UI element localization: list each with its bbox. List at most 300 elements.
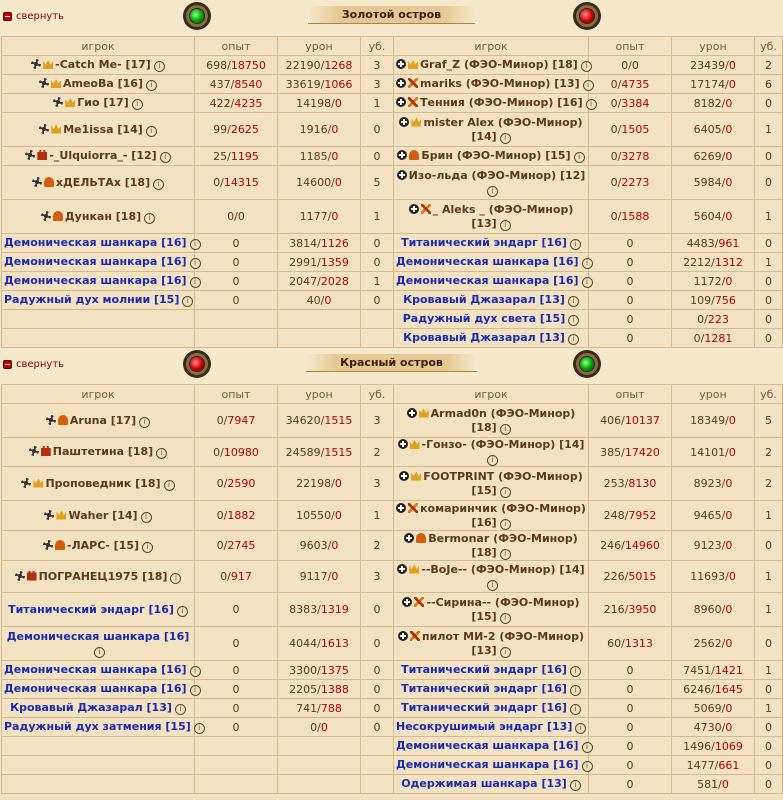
- info-icon[interactable]: i: [568, 296, 579, 307]
- kills-cell: [755, 531, 783, 561]
- exp-cell: [589, 404, 672, 438]
- col-kills-header: уб.: [755, 385, 783, 404]
- island-section: [0, 0, 783, 348]
- info-icon[interactable]: i: [190, 277, 201, 288]
- kills-cell: [755, 56, 783, 75]
- kills-value: 1: [765, 570, 772, 583]
- kills-cell: [755, 501, 783, 531]
- guild-cross-icon: [402, 597, 412, 607]
- kills-value: 0: [765, 236, 772, 250]
- damage-dealt: 24589/: [285, 445, 325, 459]
- info-icon[interactable]: i: [500, 613, 511, 624]
- exp-gained: 0: [232, 603, 240, 616]
- kills-cell: [361, 56, 394, 75]
- exp-gained: 0: [626, 739, 634, 753]
- damage-received: 0: [725, 176, 733, 189]
- info-icon[interactable]: i: [142, 542, 153, 553]
- monster-name-link[interactable]: Несокрушимый эндарг [13]: [396, 720, 573, 733]
- kills-cell: [361, 756, 394, 775]
- exp-cell: [589, 166, 672, 200]
- info-icon[interactable]: i: [500, 647, 511, 658]
- info-icon[interactable]: i: [144, 213, 155, 224]
- table-row: [2, 561, 783, 593]
- player-name-link[interactable]: -ЛАРС- [15]: [66, 538, 140, 552]
- damage-dealt: 18349/: [690, 414, 729, 427]
- info-icon[interactable]: i: [94, 647, 105, 658]
- damage-dealt: 1172/: [693, 274, 726, 288]
- kills-cell: [755, 234, 783, 253]
- kills-cell: [755, 737, 783, 756]
- damage-received: 1069: [714, 739, 743, 753]
- col-kills-header: уб.: [755, 37, 783, 56]
- damage-dealt: 11693/: [690, 570, 729, 583]
- info-icon[interactable]: i: [175, 704, 186, 715]
- player-name-link[interactable]: -Catch Me- [17]: [55, 58, 151, 71]
- player-name-cell: [394, 291, 589, 310]
- exp-cell: [589, 253, 672, 272]
- exp-gained: 406/: [600, 414, 625, 427]
- damage-cell: [278, 147, 361, 166]
- player-name-link[interactable]: Тенния (ФЭО-Минор) [16]: [420, 96, 583, 109]
- player-name-link[interactable]: mister Alex (ФЭО-Минор) [14]: [423, 115, 583, 143]
- damage-received: 1388: [320, 682, 349, 696]
- section-header: [0, 348, 783, 384]
- damage-dealt: 2991/: [289, 255, 321, 269]
- damage-cell: [278, 329, 361, 348]
- damage-received: 0: [725, 509, 733, 522]
- col-damage-header: урон: [672, 37, 755, 56]
- damage-dealt: 23439/: [690, 58, 729, 72]
- kills-value: 3: [373, 77, 381, 91]
- damage-received: 0: [725, 149, 733, 163]
- damage-cell: [672, 467, 755, 501]
- damage-cell: [278, 253, 361, 272]
- damage-received: 0: [728, 570, 736, 583]
- kills-cell: [755, 699, 783, 718]
- monster-name-link[interactable]: Титанический эндарг [16]: [401, 236, 567, 249]
- sun-icon: [15, 571, 25, 581]
- player-name-link[interactable]: Waher [14]: [68, 508, 138, 522]
- exp-gained: 253/: [603, 477, 629, 490]
- info-icon[interactable]: i: [570, 239, 581, 250]
- kills-value: 2: [765, 445, 772, 459]
- exp-gained: 0: [232, 663, 240, 677]
- player-name-link[interactable]: Дункан [18]: [64, 209, 142, 223]
- player-name-link[interactable]: _ Aleks _ (ФЭО-Минор) [13]: [432, 202, 574, 230]
- damage-received: 0: [725, 539, 733, 552]
- damage-dealt: 9117/: [299, 570, 332, 583]
- damage-cell: [672, 329, 755, 348]
- exp-total: 4735: [621, 77, 650, 91]
- player-name-cell: [2, 561, 195, 593]
- crown-icon: [56, 510, 66, 520]
- exp-cell: [195, 718, 278, 737]
- player-name-link[interactable]: Armad0n (ФЭО-Минор) [18]: [430, 406, 576, 434]
- player-name-cell: [2, 501, 195, 531]
- info-icon[interactable]: i: [500, 549, 511, 560]
- kills-cell: [755, 147, 783, 166]
- player-name-link[interactable]: Проповедник [18]: [45, 476, 161, 490]
- kills-cell: [361, 438, 394, 467]
- info-icon[interactable]: i: [153, 179, 164, 190]
- exp-total: 1195: [230, 149, 259, 163]
- info-icon[interactable]: i: [570, 685, 581, 696]
- monster-name-link[interactable]: Кровавый Джазарал [13]: [10, 701, 172, 714]
- info-icon[interactable]: i: [500, 487, 511, 498]
- info-icon[interactable]: i: [570, 666, 581, 677]
- damage-cell: [672, 756, 755, 775]
- damage-cell: [672, 531, 755, 561]
- player-name-link[interactable]: комаринчик (ФЭО-Минор) [16]: [420, 501, 586, 529]
- monster-name-link[interactable]: Одержимая шанкара [13]: [401, 777, 567, 790]
- damage-received: 1359: [320, 255, 349, 269]
- guild-cross-icon: [399, 117, 409, 127]
- exp-total: 5015: [628, 570, 657, 583]
- player-name-cell: [2, 253, 195, 272]
- player-name-cell: [2, 113, 195, 147]
- exp-gained: 0/: [610, 77, 622, 91]
- sun-icon: [29, 446, 39, 456]
- damage-dealt: 2212/: [683, 255, 715, 269]
- monster-name-link[interactable]: Радужный дух затмения [15]: [4, 720, 191, 733]
- damage-received: 0: [331, 149, 339, 163]
- exp-total: 7947: [227, 414, 256, 427]
- player-name-link[interactable]: Изо-льда (ФЭО-Минор) [12]: [408, 168, 586, 182]
- info-icon[interactable]: i: [500, 220, 511, 231]
- info-icon[interactable]: i: [156, 448, 167, 459]
- damage-cell: [672, 737, 755, 756]
- damage-dealt: 0/: [697, 312, 708, 326]
- damage-cell: [672, 661, 755, 680]
- player-name-cell: [394, 680, 589, 699]
- kills-cell: [755, 272, 783, 291]
- damage-dealt: 17174/: [690, 77, 729, 91]
- monster-name-link[interactable]: Демоническая шанкара [16]: [4, 274, 187, 287]
- damage-dealt: 7451/: [683, 663, 715, 677]
- kills-cell: [755, 310, 783, 329]
- table-row: [2, 291, 783, 310]
- exp-total: 10980: [223, 445, 259, 459]
- damage-cell: [278, 94, 361, 113]
- player-name-link[interactable]: -_Ulquiorra_- [12]: [49, 149, 157, 162]
- kills-value: 0: [373, 637, 381, 650]
- monster-name-link[interactable]: Титанический эндарг [16]: [401, 701, 567, 714]
- player-name-cell: [394, 310, 589, 329]
- kills-cell: [361, 166, 394, 200]
- kills-cell: [361, 113, 394, 147]
- monster-name-link[interactable]: Демоническая шанкара [16]: [396, 255, 579, 268]
- monster-name-link[interactable]: Радужный дух молнии [15]: [4, 293, 180, 306]
- exp-total: 2625: [230, 123, 259, 136]
- info-icon[interactable]: i: [194, 723, 205, 734]
- damage-cell: [672, 56, 755, 75]
- table-row: [2, 272, 783, 291]
- info-icon[interactable]: i: [487, 455, 498, 466]
- player-name-link[interactable]: -Гонзо- (ФЭО-Минор) [14]: [421, 438, 585, 451]
- kills-value: 1: [765, 701, 772, 715]
- sun-icon: [53, 97, 63, 107]
- info-icon[interactable]: i: [139, 417, 150, 428]
- damage-cell: [278, 627, 361, 661]
- damage-received: 1613: [320, 637, 349, 650]
- exp-cell: [195, 531, 278, 561]
- damage-cell: [672, 438, 755, 467]
- monster-name-link[interactable]: Демоническая шанкара [16]: [396, 739, 579, 752]
- monster-name-link[interactable]: Демоническая шанкара [16]: [4, 682, 187, 695]
- player-name-cell: [2, 329, 195, 348]
- guild-cross-icon: [404, 533, 414, 543]
- helmet-icon: [44, 177, 54, 187]
- kills-cell: [755, 680, 783, 699]
- damage-cell: [278, 718, 361, 737]
- monster-name-link[interactable]: Кровавый Джазарал [13]: [403, 331, 565, 344]
- exp-total: 1313: [624, 637, 653, 650]
- info-icon[interactable]: i: [582, 277, 593, 288]
- player-name-link[interactable]: mariks (ФЭО-Минор) [13]: [420, 77, 580, 90]
- kills-cell: [361, 699, 394, 718]
- info-icon[interactable]: i: [170, 573, 181, 584]
- exp-cell: [195, 775, 278, 794]
- exp-gained: 0: [232, 293, 240, 307]
- info-icon[interactable]: i: [160, 152, 171, 163]
- helmet-icon: [53, 211, 63, 221]
- monster-name-link[interactable]: Демоническая шанкара [16]: [396, 758, 579, 771]
- exp-cell: [589, 310, 672, 329]
- damage-cell: [672, 627, 755, 661]
- kills-value: 1: [373, 509, 381, 522]
- player-name-cell: [2, 699, 195, 718]
- kills-value: 0: [373, 720, 381, 734]
- damage-received: 0: [721, 777, 729, 791]
- damage-cell: [672, 75, 755, 94]
- player-name-cell: [2, 531, 195, 561]
- exp-cell: [195, 699, 278, 718]
- exp-cell: [195, 56, 278, 75]
- damage-dealt: 14101/: [690, 445, 729, 459]
- damage-dealt: 6246/: [683, 682, 715, 696]
- helmet-icon: [58, 415, 68, 425]
- kills-value: 2: [373, 445, 381, 459]
- fortress-icon: [27, 571, 37, 581]
- info-icon[interactable]: i: [574, 152, 585, 163]
- monster-name-link[interactable]: Титанический эндарг [16]: [401, 682, 567, 695]
- damage-cell: [672, 147, 755, 166]
- kills-cell: [755, 253, 783, 272]
- info-icon[interactable]: i: [146, 80, 157, 91]
- info-icon[interactable]: i: [570, 780, 581, 791]
- table-row: [2, 467, 783, 501]
- damage-received: 1312: [714, 255, 743, 269]
- table-row: [2, 56, 783, 75]
- info-icon[interactable]: i: [582, 258, 593, 269]
- player-name-cell: [394, 94, 593, 113]
- monster-name-link[interactable]: Демоническая шанкара [16]: [4, 663, 187, 676]
- damage-received: 661: [718, 758, 740, 772]
- damage-dealt: 2562/: [693, 637, 726, 650]
- damage-received: 0: [725, 274, 733, 288]
- info-icon[interactable]: i: [487, 186, 498, 197]
- crown-icon: [51, 124, 61, 134]
- player-name-link[interactable]: Graf_Z (ФЭО-Минор) [18]: [420, 58, 578, 71]
- info-icon[interactable]: i: [575, 723, 586, 734]
- damage-received: 0: [331, 210, 339, 223]
- exp-cell: [195, 737, 278, 756]
- info-icon[interactable]: i: [190, 666, 201, 677]
- damage-received: 0: [331, 539, 339, 552]
- player-name-link[interactable]: пилот МИ-2 (ФЭО-Минор) [13]: [422, 629, 584, 657]
- monster-name-link[interactable]: Кровавый Джазарал [13]: [403, 293, 565, 306]
- player-name-cell: [2, 147, 195, 166]
- info-icon[interactable]: i: [132, 99, 143, 110]
- player-name-link[interactable]: Гио [17]: [77, 96, 129, 109]
- crossed-swords-icon: [410, 631, 420, 641]
- kills-value: 6: [765, 77, 772, 91]
- player-name-link[interactable]: --BoJe-- (ФЭО-Минор) [14]: [421, 562, 585, 576]
- player-name-link[interactable]: хДЕЛЬТАх [18]: [55, 175, 151, 189]
- info-icon[interactable]: i: [141, 512, 152, 523]
- kills-cell: [755, 291, 783, 310]
- kills-cell: [361, 627, 394, 661]
- player-name-link[interactable]: AmeoBa [16]: [63, 77, 143, 90]
- kills-cell: [361, 775, 394, 794]
- damage-received: 0: [725, 603, 733, 616]
- exp-gained: 0/: [216, 509, 228, 522]
- player-name-link[interactable]: FOOTPRINT (ФЭО-Минор) [15]: [423, 469, 583, 497]
- damage-received: 1645: [714, 682, 743, 696]
- damage-dealt: 1916/: [299, 123, 332, 136]
- kills-value: 2: [765, 58, 772, 72]
- info-icon[interactable]: i: [146, 126, 157, 137]
- info-icon[interactable]: i: [583, 80, 594, 91]
- damage-received: 0: [725, 701, 733, 715]
- exp-gained: 0/: [610, 96, 622, 110]
- kills-value: 0: [373, 293, 381, 307]
- damage-cell: [278, 561, 361, 593]
- player-name-cell: [2, 94, 195, 113]
- damage-dealt: 4044/: [289, 637, 321, 650]
- damage-cell: [672, 94, 755, 113]
- info-icon[interactable]: i: [568, 315, 579, 326]
- exp-cell: [195, 501, 278, 531]
- damage-cell: [672, 113, 755, 147]
- exp-cell: [195, 661, 278, 680]
- damage-dealt: 581/: [697, 777, 722, 791]
- player-name-cell: [394, 561, 589, 593]
- info-icon[interactable]: i: [582, 761, 593, 772]
- kills-cell: [361, 501, 394, 531]
- player-name-link[interactable]: Aruna [17]: [69, 413, 137, 427]
- exp-gained: 0: [626, 236, 634, 250]
- damage-dealt: 33619/: [285, 77, 325, 91]
- kills-cell: [755, 661, 783, 680]
- player-name-link[interactable]: Me1issa [14]: [63, 122, 143, 136]
- damage-received: 788: [320, 701, 342, 715]
- kills-cell: [361, 253, 394, 272]
- crossed-swords-icon: [421, 204, 431, 214]
- exp-gained: 437/: [209, 77, 235, 91]
- info-icon[interactable]: i: [500, 519, 511, 530]
- info-icon[interactable]: i: [570, 704, 581, 715]
- kills-value: 1: [765, 123, 772, 136]
- kills-value: 0: [765, 149, 772, 163]
- damage-dealt: 5069/: [693, 701, 726, 715]
- info-icon[interactable]: i: [190, 239, 201, 250]
- player-name-link[interactable]: --Сирина-- (ФЭО-Минор) [15]: [426, 595, 580, 623]
- monster-name-link[interactable]: Радужный дух света [15]: [402, 312, 566, 325]
- monster-name-link[interactable]: Демоническая шанкара [16]: [4, 255, 187, 268]
- exp-gained: 0: [626, 720, 634, 734]
- damage-cell: [672, 310, 755, 329]
- kills-cell: [755, 200, 783, 234]
- guild-cross-icon: [396, 59, 406, 69]
- player-name-cell: [2, 56, 195, 75]
- monster-name-link[interactable]: Титанический эндарг [16]: [401, 663, 567, 676]
- info-icon[interactable]: i: [500, 133, 511, 144]
- info-icon[interactable]: i: [182, 296, 193, 307]
- exp-cell: [195, 680, 278, 699]
- info-icon[interactable]: i: [190, 685, 201, 696]
- monster-name-link[interactable]: Демоническая шанкара [16]: [396, 274, 579, 287]
- kills-cell: [361, 200, 394, 234]
- damage-received: 0: [324, 293, 332, 307]
- kills-cell: [755, 593, 783, 627]
- monster-name-link[interactable]: Демоническая шанкара [16]: [6, 629, 190, 643]
- monster-name-link[interactable]: Титанический эндарг [16]: [8, 602, 174, 616]
- info-icon[interactable]: i: [154, 61, 165, 72]
- exp-gained: 0: [626, 331, 634, 345]
- damage-cell: [278, 200, 361, 234]
- kills-value: 1: [765, 603, 772, 616]
- player-name-link[interactable]: Брин (ФЭО-Минор) [15]: [421, 149, 571, 162]
- player-name-link[interactable]: ПОГРАНЕЦ1975 [18]: [38, 569, 168, 583]
- damage-dealt: 3814/: [289, 236, 321, 250]
- damage-received: 1515: [324, 445, 353, 459]
- sun-icon: [44, 510, 54, 520]
- info-icon[interactable]: i: [568, 334, 579, 345]
- exp-cell: [589, 501, 672, 531]
- player-name-link[interactable]: Bermonar (ФЭО-Минор) [18]: [428, 531, 578, 559]
- exp-total: 4235: [234, 96, 263, 110]
- exp-gained: 0/: [220, 570, 231, 583]
- player-name-cell: [2, 234, 195, 253]
- info-icon[interactable]: i: [177, 606, 188, 617]
- exp-cell: [589, 627, 672, 661]
- damage-cell: [672, 253, 755, 272]
- col-kills-header: уб.: [361, 385, 394, 404]
- kills-cell: [361, 561, 394, 593]
- damage-received: 0: [725, 477, 733, 490]
- info-icon[interactable]: i: [487, 580, 498, 591]
- exp-cell: [589, 147, 672, 166]
- exp-gained: 0/0: [621, 58, 639, 72]
- player-name-link[interactable]: Паштетина [18]: [52, 445, 154, 458]
- sun-icon: [43, 540, 53, 550]
- damage-dealt: 14198/: [296, 96, 335, 110]
- info-icon[interactable]: i: [500, 424, 511, 435]
- damage-dealt: 8182/: [693, 96, 726, 110]
- info-icon[interactable]: i: [190, 258, 201, 269]
- guild-cross-icon: [399, 471, 409, 481]
- damage-dealt: 1177/: [299, 210, 332, 223]
- kills-cell: [361, 404, 394, 438]
- monster-name-link[interactable]: Демоническая шанкара [16]: [4, 236, 187, 249]
- info-icon[interactable]: i: [164, 480, 175, 491]
- info-icon[interactable]: i: [582, 742, 593, 753]
- info-icon[interactable]: i: [581, 61, 592, 72]
- table-row: [2, 501, 783, 531]
- crown-icon: [43, 59, 53, 69]
- info-icon[interactable]: i: [586, 99, 597, 110]
